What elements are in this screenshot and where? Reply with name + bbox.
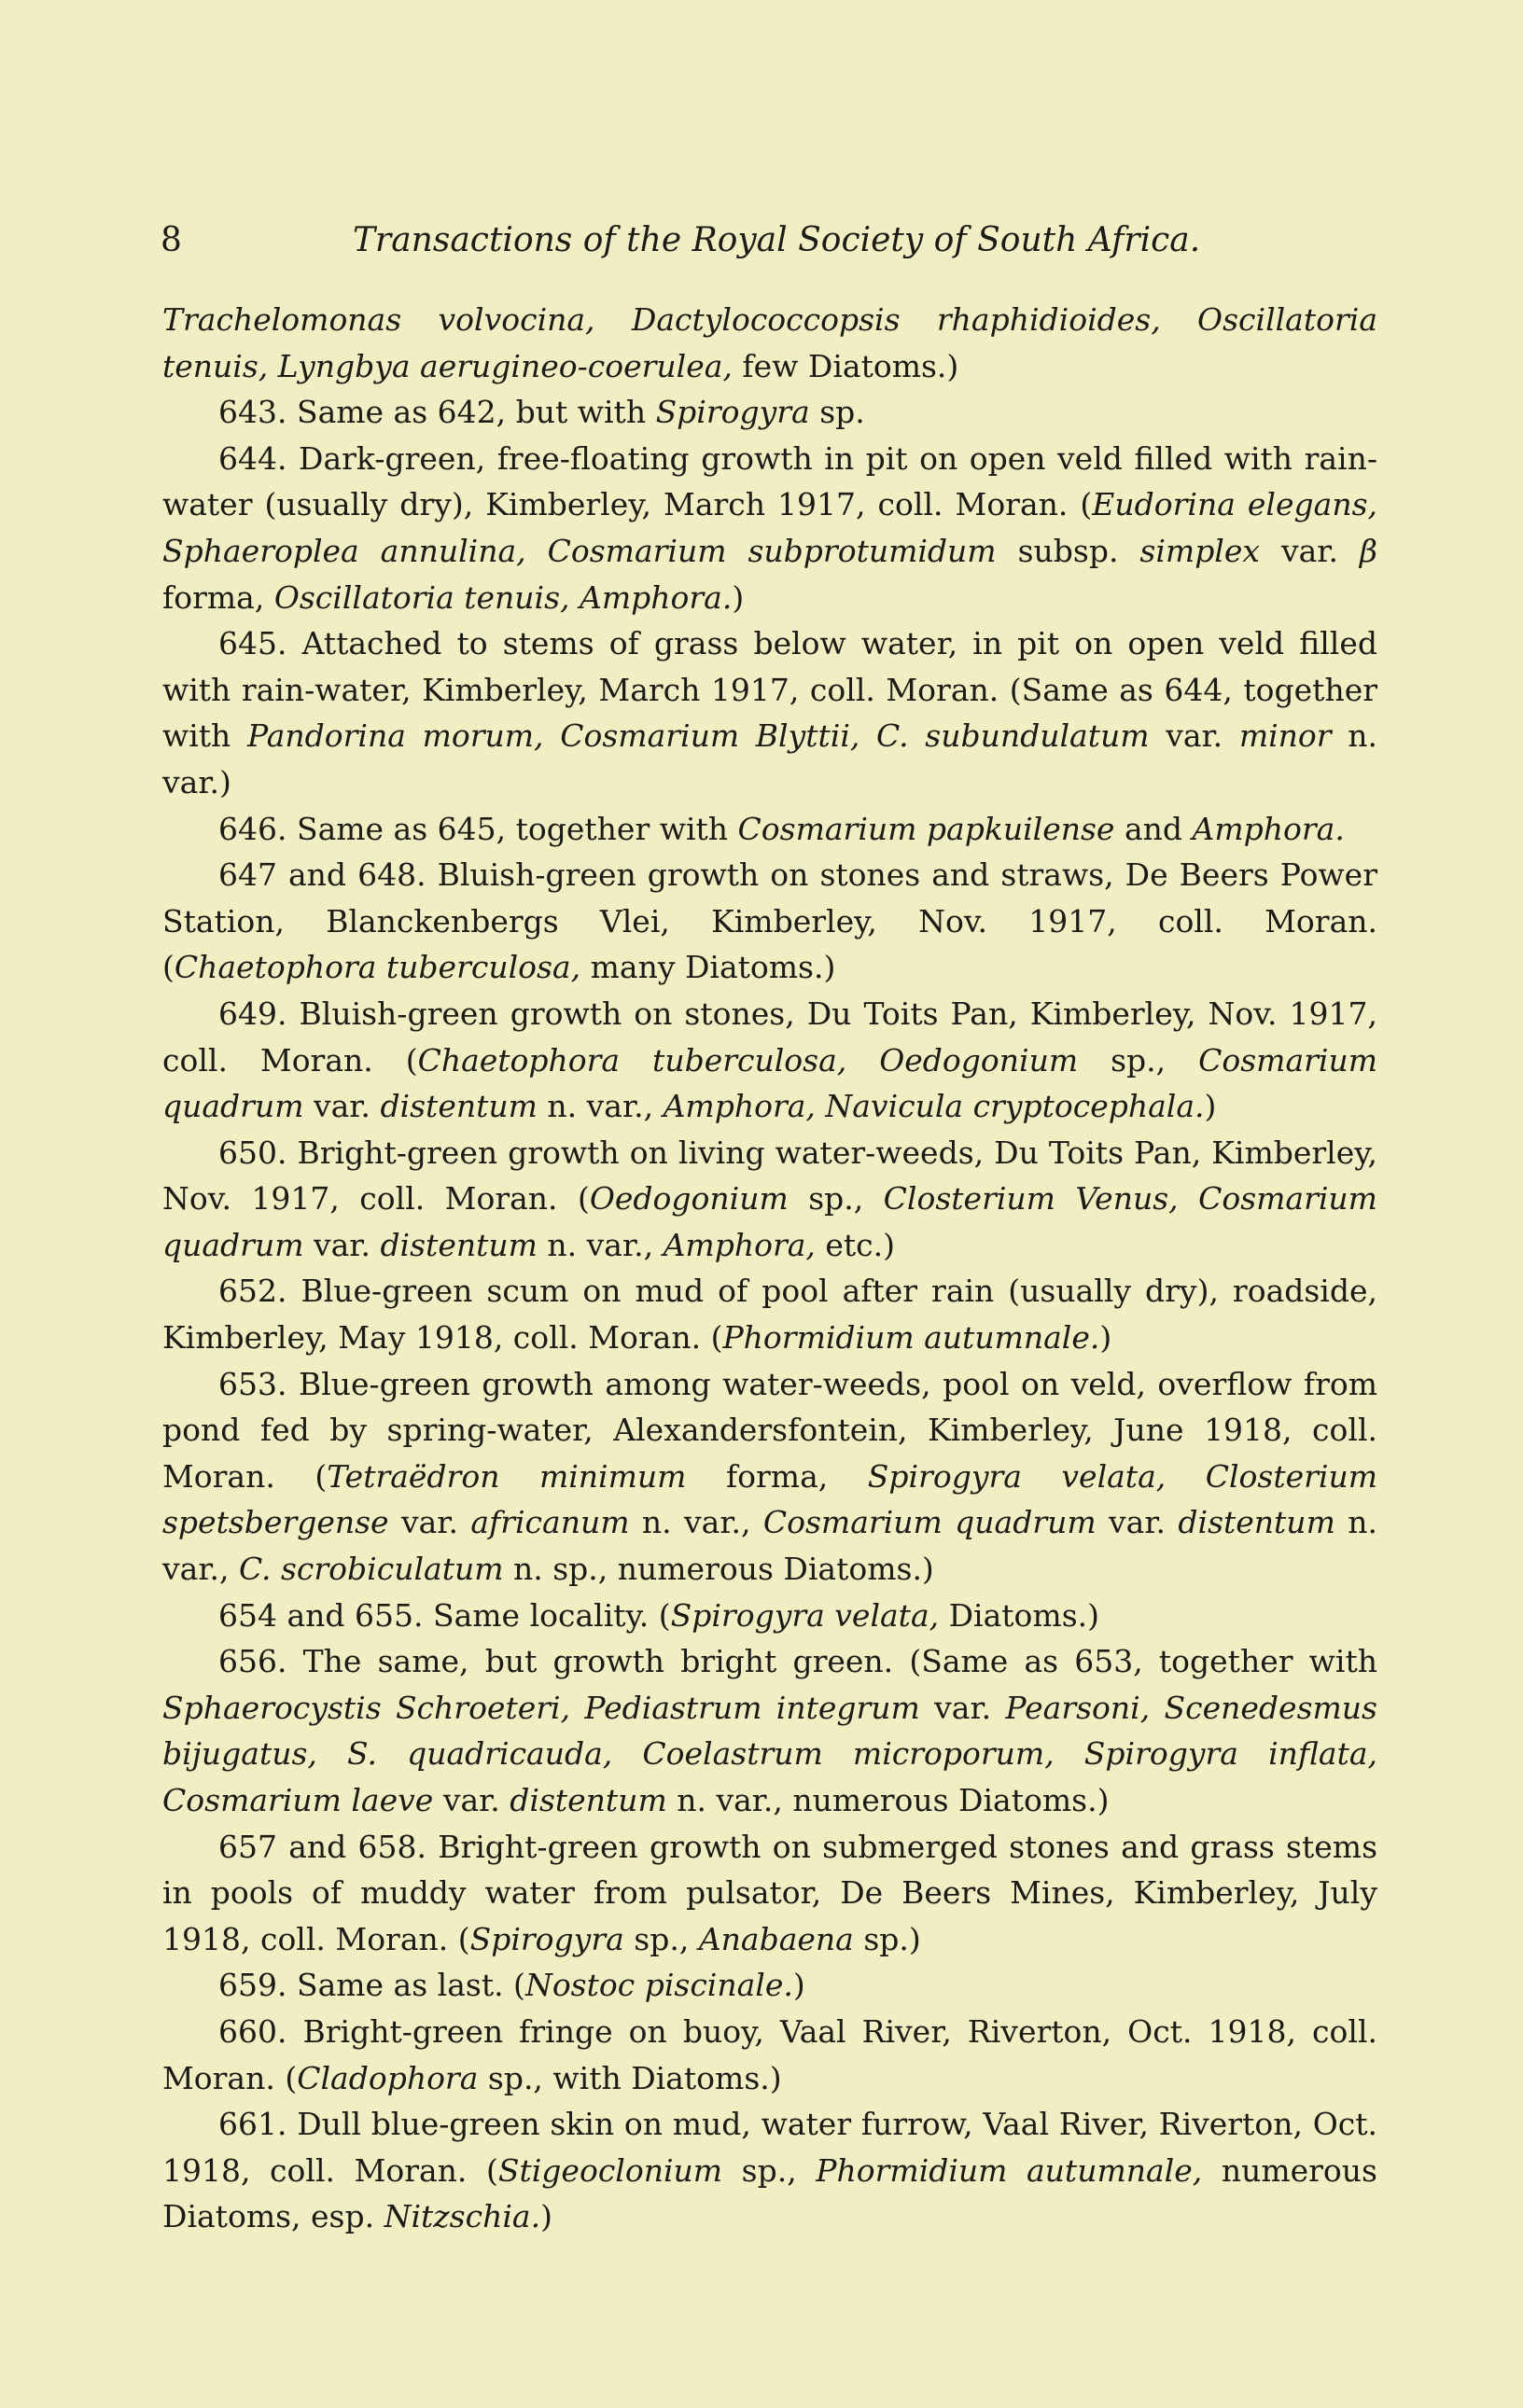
italic-text: Eudorina elegans, Sphaeroplea annulina, Cosmarium subprotumidum bbox=[162, 486, 1377, 569]
italic-text: Nitzschia. bbox=[384, 2198, 541, 2235]
text-run: 659. Same as last. ( bbox=[218, 1967, 525, 2004]
italic-text: β bbox=[1359, 532, 1377, 569]
text-run: 646. Same as 645, together with bbox=[218, 810, 738, 847]
paragraph bbox=[162, 806, 1377, 853]
text-run: etc.) bbox=[815, 1226, 896, 1263]
italic-text: distentum bbox=[380, 1226, 538, 1263]
text-run: var. bbox=[303, 1088, 381, 1125]
text-run: 661. Dull blue-green skin on mud, water furrow, Vaal River, Riverton, Oct. 1918, coll. Moran. ( bbox=[162, 2106, 1377, 2189]
paragraph bbox=[162, 436, 1377, 620]
text-run: 656. The same, but growth bright green. (Same as 653, together with bbox=[218, 1643, 1377, 1680]
text-run: n. var.) bbox=[162, 717, 1377, 800]
italic-text: distentum bbox=[380, 1088, 538, 1125]
text-run: var. bbox=[1149, 717, 1239, 755]
italic-text: C. scrobiculatum bbox=[238, 1551, 504, 1588]
text-run: 650. Bright-green growth on living water-weeds, Du Toits Pan, Kimberley, Nov. 1917, coll. Moran. ( bbox=[162, 1134, 1377, 1218]
text-run: ) bbox=[792, 1967, 805, 2004]
italic-text: Pandorina morum, Cosmarium Blyttii, C. subundulatum bbox=[247, 717, 1150, 755]
text-run: n. var., bbox=[162, 1504, 1377, 1588]
page-body bbox=[162, 297, 1377, 2240]
paragraph bbox=[162, 1361, 1377, 1593]
text-run: n. var., numerous Diatoms.) bbox=[666, 1782, 1110, 1818]
text-run: n. sp., numerous Diatoms.) bbox=[503, 1551, 934, 1588]
paragraph bbox=[162, 297, 1377, 389]
text-run: 643. Same as 642, but with bbox=[218, 394, 656, 431]
text-run: 647 and 648. Bluish-green growth on stones and straws, De Beers Power Station, Blanckenbergs Vlei, Kimberley, Nov. 1917, coll. Moran. ( bbox=[162, 856, 1377, 986]
paragraph bbox=[162, 2009, 1377, 2101]
paragraph bbox=[162, 1130, 1377, 1269]
italic-text: Cosmarium quadrum bbox=[162, 1041, 1377, 1125]
text-run: n. var., bbox=[537, 1226, 664, 1263]
text-run: 644. Dark-green, free-floating growth in pit on open veld filled with rain-water (usually dry), Kimberley, March 1917, coll. Moran. ( bbox=[162, 439, 1377, 523]
italic-text: Sphaerocystis Schroeteri, Pediastrum integrum bbox=[162, 1689, 920, 1726]
text-run: forma, bbox=[162, 578, 274, 616]
paragraph bbox=[162, 389, 1377, 436]
italic-text: Spirogyra velata, bbox=[670, 1596, 940, 1634]
italic-text: Tetraëdron minimum bbox=[327, 1457, 687, 1495]
text-run: forma, bbox=[686, 1457, 868, 1495]
paragraph bbox=[162, 1824, 1377, 1963]
text-run: 654 and 655. Same locality. ( bbox=[218, 1596, 671, 1634]
italic-text: Anabaena bbox=[698, 1920, 854, 1957]
text-run: ) bbox=[540, 2198, 552, 2235]
italic-text: distentum bbox=[510, 1782, 667, 1818]
text-run: sp., bbox=[788, 1180, 884, 1218]
text-run: many Diatoms.) bbox=[580, 949, 836, 986]
text-run: Diatoms.) bbox=[939, 1596, 1100, 1634]
paragraph bbox=[162, 1268, 1377, 1360]
text-run: var. bbox=[919, 1689, 1006, 1726]
running-title: Transactions of the Royal Society of South Africa. bbox=[353, 221, 1201, 259]
italic-text: Nostoc piscinale. bbox=[524, 1967, 793, 2004]
text-run: sp., bbox=[722, 2151, 817, 2189]
italic-text: Amphora, Navicula cryptocephala. bbox=[663, 1088, 1205, 1125]
italic-text: Stigeoclonium bbox=[497, 2151, 723, 2189]
paragraph bbox=[162, 620, 1377, 805]
text-run: n. var., bbox=[629, 1504, 763, 1541]
text-run: var. bbox=[433, 1782, 510, 1818]
italic-text: Oscillatoria tenuis, Amphora. bbox=[273, 578, 733, 616]
page-header bbox=[161, 213, 1374, 269]
italic-text: Amphora. bbox=[1192, 810, 1345, 847]
italic-text: distentum bbox=[1178, 1504, 1335, 1541]
italic-text: Chaetophora tuberculosa, Oedogonium bbox=[417, 1041, 1079, 1079]
italic-text: africanum bbox=[470, 1504, 630, 1541]
text-run: and bbox=[1114, 810, 1193, 847]
italic-text: Spirogyra bbox=[655, 394, 810, 431]
text-run: 657 and 658. Bright-green growth on submerged stones and grass stems in pools of muddy water from pulsator, De Beers Mines, Kimberley, July 1918, coll. Moran. ( bbox=[162, 1828, 1377, 1957]
text-run: 652. Blue-green scum on mud of pool after rain (usually dry), roadside, Kimberley, May 1918, coll. Moran. ( bbox=[162, 1273, 1377, 1357]
text-run: var. bbox=[388, 1504, 471, 1541]
italic-text: Oedogonium bbox=[589, 1180, 789, 1218]
text-run: numerous Diatoms, esp. bbox=[162, 2151, 1377, 2235]
italic-text: Trachelomonas volvocina, Dactylococcopsis rhaphidioides, Oscillatoria tenuis, Lyngbya aerugineo-coerulea, bbox=[162, 301, 1377, 384]
paragraph bbox=[162, 852, 1377, 991]
paragraph bbox=[162, 991, 1377, 1130]
text-run: sp. bbox=[809, 394, 865, 431]
text-run: ) bbox=[732, 578, 745, 616]
text-run: 645. Attached to stems of grass below water, in pit on open veld filled with rain-water, Kimberley, March 1917, coll. Moran. (Same as 644, together with bbox=[162, 625, 1377, 755]
text-run: sp., bbox=[1078, 1041, 1199, 1079]
text-run: var. bbox=[1260, 532, 1360, 569]
italic-text: Amphora, bbox=[663, 1226, 816, 1263]
italic-text: Cladophora bbox=[297, 2059, 479, 2096]
text-run: 649. Bluish-green growth on stones, Du Toits Pan, Kimberley, Nov. 1917, coll. Moran. ( bbox=[162, 995, 1377, 1079]
page-number: 8 bbox=[161, 221, 182, 259]
italic-text: Chaetophora tuberculosa, bbox=[174, 949, 581, 986]
text-run: subsp. bbox=[996, 532, 1140, 569]
italic-text: Phormidium autumnale. bbox=[722, 1319, 1100, 1357]
italic-text: Closterium Venus, Cosmarium quadrum bbox=[162, 1180, 1377, 1263]
paragraph bbox=[162, 2101, 1377, 2240]
italic-text: Pearsoni, Scenedesmus bijugatus, S. quadricauda, Coelastrum microporum, Spirogyra inflata, Cosmarium laeve bbox=[162, 1689, 1377, 1818]
italic-text: Phormidium autumnale, bbox=[816, 2151, 1203, 2189]
paragraph bbox=[162, 1962, 1377, 2009]
text-run: sp., with Diatoms.) bbox=[478, 2059, 782, 2096]
paragraph bbox=[162, 1638, 1377, 1823]
text-run: ) bbox=[1204, 1088, 1217, 1125]
text-run: 660. Bright-green fringe on buoy, Vaal River, Riverton, Oct. 1918, coll. Moran. ( bbox=[162, 2012, 1377, 2096]
text-run: 653. Blue-green growth among water-weeds, pool on veld, overflow from pond fed by spring-water, Alexandersfontein, Kimberley, June 1918, coll. Moran. ( bbox=[162, 1365, 1377, 1495]
text-run: var. bbox=[1096, 1504, 1179, 1541]
text-run: few Diatoms.) bbox=[732, 347, 959, 384]
text-run: sp., bbox=[623, 1920, 699, 1957]
text-run: n. var., bbox=[537, 1088, 664, 1125]
italic-text: Cosmarium papkuilense bbox=[737, 810, 1115, 847]
paragraph bbox=[162, 1593, 1377, 1639]
text-run: sp.) bbox=[853, 1920, 921, 1957]
italic-text: simplex bbox=[1139, 532, 1261, 569]
italic-text: Spirogyra bbox=[469, 1920, 624, 1957]
text-run: var. bbox=[303, 1226, 381, 1263]
text-run: ) bbox=[1099, 1319, 1112, 1357]
italic-text: minor bbox=[1238, 717, 1332, 755]
italic-text: Spirogyra velata, Closterium spetsbergense bbox=[162, 1457, 1377, 1541]
italic-text: Cosmarium quadrum bbox=[762, 1504, 1097, 1541]
